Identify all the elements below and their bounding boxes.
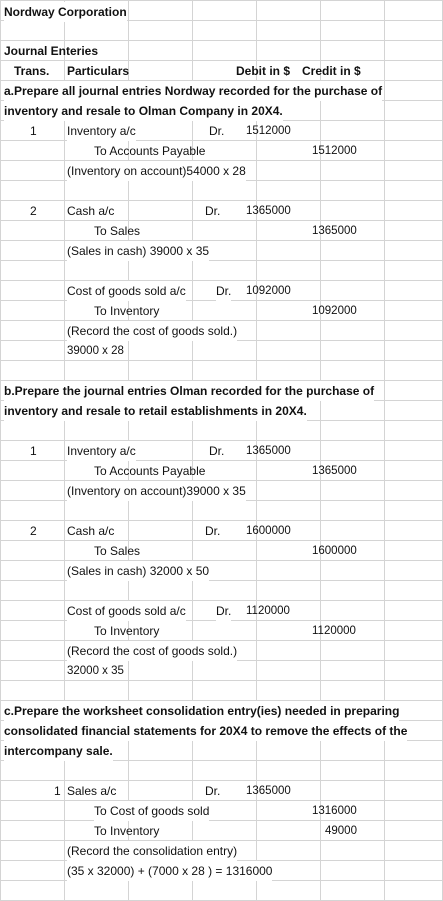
b2-debit-account[interactable]: Cash a/c [67,524,115,538]
b2-trans[interactable]: 2 [30,524,37,538]
header-credit[interactable]: Credit in $ [302,64,361,78]
b3-credit-account[interactable]: To Inventory [94,624,160,638]
a3-note[interactable]: (Record the cost of goods sold.) [67,321,237,341]
a1-trans[interactable]: 1 [30,124,37,138]
b2-note[interactable]: (Sales in cash) 32000 x 50 [67,561,209,581]
header-debit[interactable]: Debit in $ [236,64,291,78]
b3-credit[interactable]: 1120000 [312,625,356,637]
company-title[interactable]: Nordway Corporation [4,2,127,22]
part-c-heading-2[interactable]: consolidated financial statements for 20X4 to remove the effects of the [4,721,407,741]
a1-dr[interactable]: Dr. [209,124,225,138]
gridline-vertical [320,0,321,901]
a2-credit-account[interactable]: To Sales [94,224,141,238]
gridline-vertical [384,0,385,901]
b3-debit-account[interactable]: Cost of goods sold a/c [67,601,186,621]
a1-note[interactable]: (Inventory on account)54000 x 28 [67,161,246,181]
b1-credit-account[interactable]: To Accounts Payable [94,464,206,478]
c1-credit-account-2[interactable]: To Inventory [94,824,160,838]
b1-dr[interactable]: Dr. [209,444,225,458]
a2-credit[interactable]: 1365000 [312,225,357,237]
a2-debit-account[interactable]: Cash a/c [67,204,115,218]
a1-credit-account[interactable]: To Accounts Payable [94,144,206,158]
a3-credit-account[interactable]: To Inventory [94,304,160,318]
part-c-heading-1[interactable]: c.Prepare the worksheet consolidation entry(ies) needed in preparing [4,701,399,721]
b2-credit-account[interactable]: To Sales [94,544,141,558]
section-title[interactable]: Journal Enteries [4,44,99,58]
a2-note[interactable]: (Sales in cash) 39000 x 35 [67,241,209,261]
header-trans[interactable]: Trans. [14,64,50,78]
b2-debit[interactable]: 1600000 [246,525,291,537]
c1-note[interactable]: (Record the consolidation entry) [67,841,237,861]
gridline-horizontal [0,820,443,821]
a1-credit[interactable]: 1512000 [312,145,357,157]
a2-trans[interactable]: 2 [30,204,37,218]
b1-credit[interactable]: 1365000 [312,465,357,477]
part-a-heading-1[interactable]: a.Prepare all journal entries Nordway recorded for the purchase of [4,81,382,101]
b1-debit-account[interactable]: Inventory a/c [67,441,136,461]
b3-calc[interactable]: 32000 x 35 [67,665,124,677]
c1-credit-1[interactable]: 1316000 [312,805,357,817]
a3-dr[interactable]: Dr. [216,281,231,301]
b1-note[interactable]: (Inventory on account)39000 x 35 [67,481,246,501]
gridline-vertical [192,0,193,901]
c1-credit-account-1[interactable]: To Cost of goods sold [94,801,209,821]
c1-credit-2[interactable]: 49000 [325,825,357,837]
b2-dr[interactable]: Dr. [205,524,221,538]
gridline-vertical [0,0,1,901]
c1-dr[interactable]: Dr. [205,784,221,798]
a1-debit[interactable]: 1512000 [246,125,291,137]
c1-trans[interactable]: 1 [54,784,61,798]
a3-credit[interactable]: 1092000 [312,305,357,317]
c1-debit[interactable]: 1365000 [246,785,291,797]
b1-debit[interactable]: 1365000 [246,445,291,457]
b3-debit[interactable]: 1120000 [246,605,290,617]
part-b-heading-1[interactable]: b.Prepare the journal entries Olman recorded for the purchase of [4,381,374,401]
a3-calc[interactable]: 39000 x 28 [67,345,124,357]
b2-credit[interactable]: 1600000 [312,545,357,557]
gridline-vertical [64,0,65,901]
a2-debit[interactable]: 1365000 [246,205,291,217]
header-particulars[interactable]: Particulars [67,64,130,78]
part-b-heading-2[interactable]: inventory and resale to retail establishments in 20X4. [4,401,307,421]
b1-trans[interactable]: 1 [30,444,37,458]
part-c-heading-3[interactable]: intercompany sale. [4,741,113,761]
a1-debit-account[interactable]: Inventory a/c [67,121,136,141]
a2-dr[interactable]: Dr. [205,204,221,218]
c1-debit-account[interactable]: Sales a/c [67,784,117,798]
a3-debit[interactable]: 1092000 [246,285,291,297]
b3-note[interactable]: (Record the cost of goods sold.) [67,641,237,661]
b3-dr[interactable]: Dr. [216,601,231,621]
part-a-heading-2[interactable]: inventory and resale to Olman Company in 20X4. [4,101,283,121]
gridline-horizontal [0,0,443,1]
a3-debit-account[interactable]: Cost of goods sold a/c [67,281,186,301]
c1-calc[interactable]: (35 x 32000) + (7000 x 28 ) = 1316000 [67,861,272,881]
